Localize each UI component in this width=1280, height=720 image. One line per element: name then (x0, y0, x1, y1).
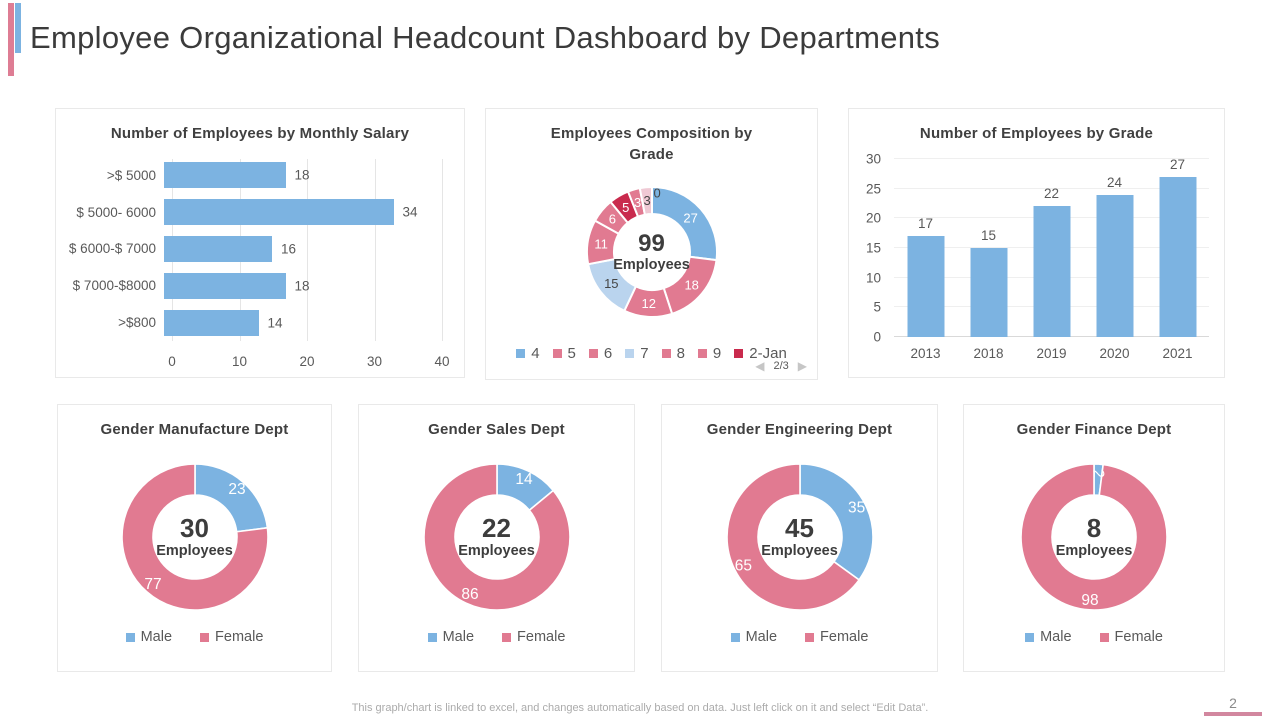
composition-center-label: Employees (613, 256, 690, 273)
manufacture-donut (120, 462, 270, 612)
category-label: >$ 5000 (106, 167, 156, 183)
legend-label: Female (1114, 629, 1163, 645)
sales-donut (422, 462, 572, 612)
category-label: 2013 (910, 346, 941, 361)
legend-label: 5 (567, 345, 576, 362)
legend-item (662, 345, 685, 362)
plot-area (894, 156, 1209, 361)
legend-label: Male (140, 629, 173, 645)
composition-chart-title: Employees Composition by Grade (550, 125, 753, 163)
legend-swatch (502, 633, 511, 642)
bar-value-label: 22 (1043, 186, 1060, 202)
manufacture-chart-title: Gender Manufacture Dept (100, 421, 289, 438)
manufacture-legend (58, 629, 331, 645)
donut-slice-label: 12 (641, 295, 656, 311)
legend-swatch (516, 349, 525, 358)
bar-track (164, 273, 434, 299)
engineering-legend (662, 629, 937, 645)
legend-label: 7 (640, 345, 649, 362)
bar-column (894, 159, 957, 361)
engineering-donut-svg (725, 462, 875, 612)
donut-slice-label: 14 (514, 471, 533, 489)
category-label: 2019 (1036, 346, 1067, 361)
accent-stripe-pink (8, 3, 14, 76)
axis-tick-label: 10 (231, 354, 248, 369)
bar-row (56, 199, 464, 225)
page-number-block (1204, 695, 1262, 716)
axis-tick-label: 30 (366, 354, 383, 369)
bar-row (56, 273, 464, 299)
donut-slice-label: 35 (847, 499, 865, 517)
engineering-donut (725, 462, 875, 612)
legend-item (589, 345, 612, 362)
legend-swatch (1025, 633, 1034, 642)
legend-pager (755, 360, 807, 372)
bar (1159, 177, 1196, 337)
composition-donut (577, 177, 727, 327)
legend-item (625, 345, 648, 362)
legend-swatch (734, 349, 743, 358)
pager-prev-icon[interactable]: ◀ (755, 359, 765, 373)
bar-row (56, 162, 464, 188)
legend-label: Male (1040, 629, 1072, 645)
legend-item (200, 629, 263, 645)
axis-tick-label: 30 (865, 151, 881, 167)
category-label: >$800 (118, 315, 156, 331)
bar-column (1083, 159, 1146, 361)
finance-chart-title: Gender Finance Dept (1016, 421, 1172, 438)
legend-item (805, 629, 868, 645)
sales-legend (359, 629, 634, 645)
donut-slice-label: 65 (734, 557, 752, 575)
legend-label: Female (517, 629, 566, 645)
legend-swatch (126, 633, 135, 642)
card-salary-chart (55, 108, 465, 378)
bar (164, 236, 272, 262)
bar-column (1020, 159, 1083, 361)
bar-track (164, 199, 434, 225)
bar-value-label: 16 (281, 241, 297, 257)
bar-row (56, 236, 464, 262)
donut-slice-label: 15 (603, 276, 619, 292)
pager-page-indicator: 2/3 (773, 360, 789, 372)
engineering-chart-title: Gender Engineering Dept (706, 421, 893, 438)
bar (164, 310, 259, 336)
bar (1096, 195, 1133, 337)
donut-slice-label: 5 (621, 200, 629, 216)
sales-center-label: Employees (458, 542, 535, 559)
axis-tick-label: 15 (865, 240, 881, 256)
card-composition-chart (485, 108, 818, 380)
legend-item (1025, 629, 1071, 645)
legend-item (126, 629, 172, 645)
legend-swatch (553, 349, 562, 358)
page-number: 2 (1229, 695, 1237, 711)
bar-value-label: 24 (1106, 174, 1123, 190)
card-gender-engineering (661, 404, 938, 672)
bar (164, 162, 286, 188)
donut-slice-label: 3 (633, 195, 641, 211)
legend-label: 4 (531, 345, 540, 362)
donut-slice-label: 2 (1089, 469, 1107, 479)
bar-rows (56, 157, 464, 341)
page-number-underline (1204, 712, 1262, 716)
bar-value-label: 27 (1169, 156, 1186, 172)
bar-columns (894, 156, 1209, 361)
bar-track (164, 236, 434, 262)
bar-row (56, 310, 464, 336)
finance-center-value: 8 (1086, 513, 1102, 544)
legend-label: Female (820, 629, 869, 645)
bar-value-label: 18 (294, 278, 310, 294)
donut-slice-label: 11 (593, 236, 608, 252)
bar (164, 273, 286, 299)
legend-label: Male (745, 629, 778, 645)
composition-donut-svg (577, 177, 727, 327)
legend-item (698, 345, 721, 362)
axis-tick-label: 20 (299, 354, 315, 369)
axis-tick-label: 20 (865, 210, 881, 226)
sales-donut-svg (422, 462, 572, 612)
legend-item (428, 629, 474, 645)
pager-next-icon[interactable]: ▶ (797, 359, 807, 373)
legend-item (502, 629, 565, 645)
bar-value-label: 18 (294, 167, 310, 183)
donut-slice-label: 0 (653, 185, 661, 201)
bar-value-label: 14 (267, 315, 283, 331)
legend-swatch (698, 349, 707, 358)
donut-slice-label: 27 (682, 210, 698, 226)
axis-tick-label: 25 (865, 181, 881, 197)
y-axis (849, 151, 887, 345)
legend-label: 9 (712, 345, 722, 362)
salary-bar-chart (56, 157, 464, 369)
grade-chart-title: Number of Employees by Grade (919, 125, 1154, 142)
finance-donut-svg (1019, 462, 1169, 612)
axis-tick-label: 5 (873, 299, 881, 315)
donut-slice-label: 98 (1081, 591, 1099, 609)
engineering-center-label: Employees (761, 542, 838, 559)
salary-chart-title: Number of Employees by Monthly Salary (110, 125, 410, 142)
donut-slice-label: 6 (608, 211, 616, 227)
footer-note: This graph/chart is linked to excel, and changes automatically based on data. Just left click on it and select “Edit Data”. (351, 702, 929, 714)
donut-chart (577, 177, 727, 327)
manufacture-donut-svg (120, 462, 270, 612)
axis-tick-label: 0 (873, 329, 881, 345)
finance-center-label: Employees (1055, 542, 1133, 559)
legend-item (553, 345, 576, 362)
legend-swatch (731, 633, 740, 642)
category-label: 2018 (973, 346, 1004, 361)
axis-tick-label: 10 (865, 270, 881, 286)
page-title: Employee Organizational Headcount Dashboard by Departments (30, 20, 941, 55)
finance-legend (964, 629, 1224, 645)
legend-label: Female (215, 629, 264, 645)
card-grade-chart (848, 108, 1225, 378)
sales-center-value: 22 (482, 513, 511, 544)
legend-item (731, 629, 777, 645)
donut-slice-label: 77 (143, 576, 162, 594)
category-label: $ 5000- 6000 (76, 204, 156, 220)
legend-label: 2-Jan (749, 345, 787, 362)
legend-label: 6 (603, 345, 613, 362)
legend-swatch (805, 633, 814, 642)
legend-swatch (428, 633, 437, 642)
donut-chart (120, 462, 270, 612)
bar-value-label: 34 (402, 204, 418, 220)
legend-label: 8 (676, 345, 685, 362)
category-label: $ 6000-$ 7000 (68, 241, 156, 257)
bar (907, 236, 944, 337)
donut-slice-label: 23 (227, 480, 246, 498)
composition-center-value: 99 (638, 230, 665, 258)
legend-label: Male (442, 629, 475, 645)
donut-slice-label: 18 (683, 277, 699, 293)
category-label: 2021 (1162, 346, 1193, 361)
donut-chart (1019, 462, 1169, 612)
sales-chart-title: Gender Sales Dept (428, 421, 565, 438)
bar-column (957, 159, 1020, 361)
card-gender-sales (358, 404, 635, 672)
bar-column (1146, 156, 1209, 361)
manufacture-center-value: 30 (180, 513, 209, 544)
bar (970, 248, 1007, 337)
finance-donut (1019, 462, 1169, 612)
card-gender-manufacture (57, 404, 332, 672)
donut-slice (800, 464, 873, 580)
donut-chart (725, 462, 875, 612)
bar-track (164, 310, 434, 336)
bar (164, 199, 394, 225)
engineering-center-value: 45 (785, 513, 814, 544)
axis-tick-label: 0 (168, 354, 176, 369)
donut-chart (422, 462, 572, 612)
card-gender-finance (963, 404, 1225, 672)
axis-tick-label: 40 (434, 354, 450, 369)
category-label: $ 7000-$8000 (72, 278, 156, 294)
legend-item (516, 345, 539, 362)
bar (1033, 206, 1070, 337)
manufacture-center-label: Employees (156, 542, 233, 559)
page-header (0, 0, 1280, 100)
bar-track (164, 162, 434, 188)
x-axis (168, 349, 450, 369)
legend-swatch (662, 349, 671, 358)
legend-swatch (1100, 633, 1109, 642)
bar-value-label: 17 (917, 216, 934, 232)
legend-swatch (589, 349, 598, 358)
accent-stripe-blue (15, 3, 21, 53)
category-label: 2020 (1099, 346, 1130, 361)
bar-value-label: 15 (980, 228, 997, 243)
donut-slice-label: 3 (643, 193, 651, 209)
donut-slice-label: 86 (460, 585, 479, 603)
legend-item (1100, 629, 1163, 645)
legend-swatch (200, 633, 209, 642)
legend-swatch (625, 349, 634, 358)
donut-slice (1021, 464, 1167, 610)
grade-column-chart (849, 149, 1224, 371)
